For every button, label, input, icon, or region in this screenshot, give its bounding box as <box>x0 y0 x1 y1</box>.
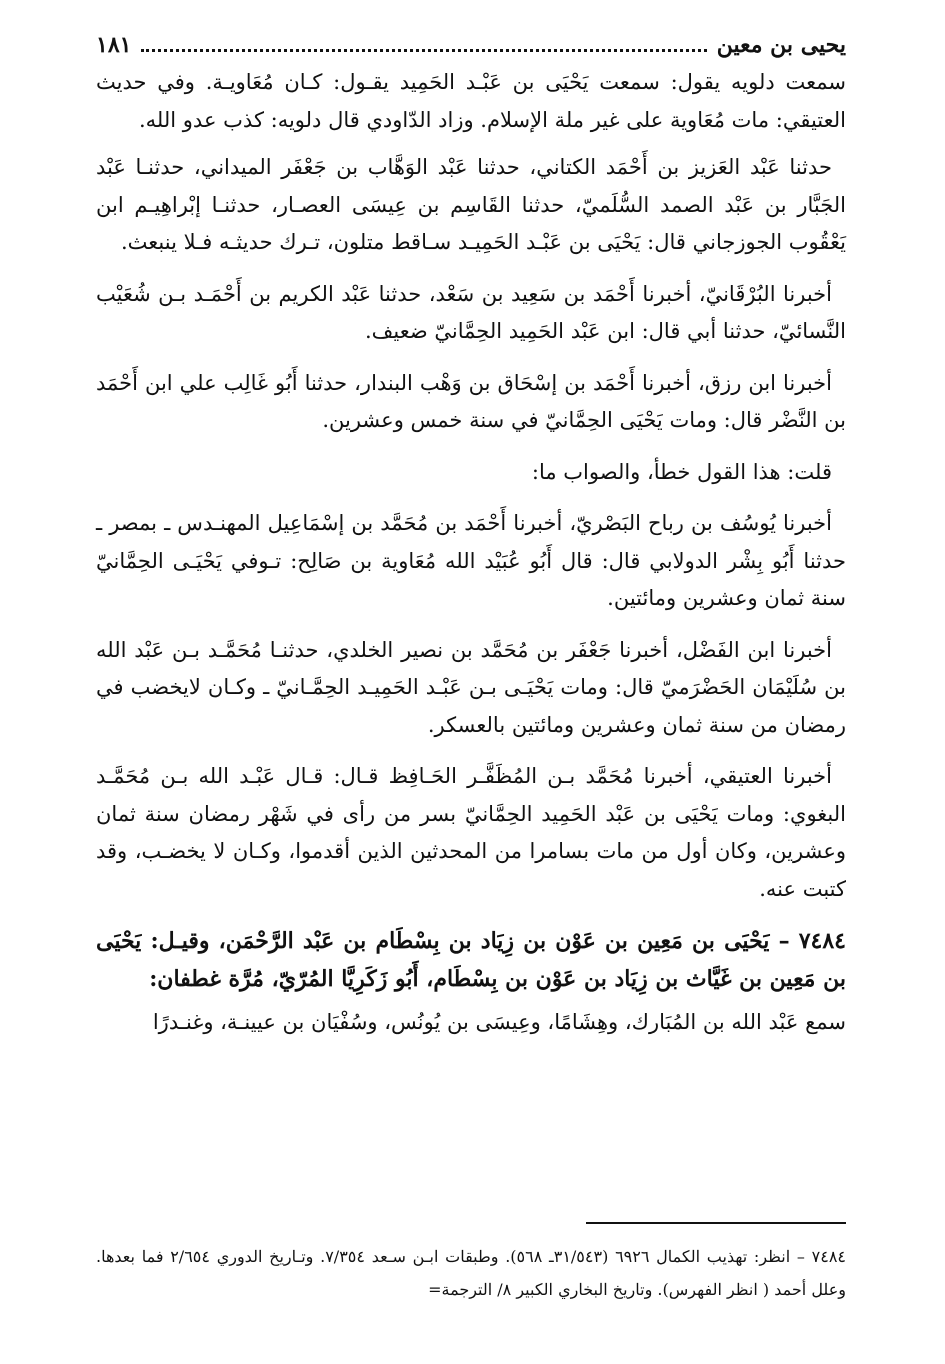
paragraph: أخبرنا يُوسُف بن رباح البَصْريّ، أخبرنا أَحْمَد بن مُحَمَّد بن إسْمَاعِيل المهنـدس ـ بمصر ـ حدثنا أَبُو بِشْر الدولابي قال: قال أَبُو عُبَيْد الله مُعَاوية بن صَالِح: تـوفي يَحْيَـى الحِمَّانيّ سنة ثمان وعشرين ومائتين. <box>96 511 846 610</box>
running-head <box>96 30 846 60</box>
paragraph: أخبرنا ابن الفَضْل، أخبرنا جَعْفَر بن مُحَمَّد بن نصير الخلدي، حدثنـا مُحَمَّـد بـن عَبْد الله بن سُلَيْمَان الحَضْرَميّ قال: ومات يَحْيَـى بـن عَبْـد الحَمِيـد الحِمَّـانيّ ـ وكـان لايخضب في رمضان من سنة ثمان وعشرين ومائتين بالعسكر. <box>96 637 846 737</box>
entry-heading: ٧٤٨٤ – يَحْيَى بن مَعِين بن عَوْن بن زِيَاد بن بِسْطَام بن عَبْد الرَّحْمَن، وقيـل: يَحْيَى بن مَعِين بن غَيَّاث بن زِيَاد بن عَوْن بن بِسْطَام، أَبُو زَكَرِيَّا المُرّيّ، مُرَّة غطفان: <box>96 928 846 992</box>
paragraph: قلت: هذا القول خطأ، والصواب ما: <box>531 459 832 484</box>
paragraph: حدثنا عَبْد العَزيز بن أَحْمَد الكتاني، حدثنا عَبْد الوَهَّاب بن جَعْفَر الميداني، حدثنـا عَبْد الجَبَّار بن عَبْد الصمد السُّلَميّ، حدثنا القَاسِم بن عِيسَى العصـار، حدثنـا إبْراهِيـم ابن يَعْقُوب الجوزجاني قال: يَحْيَى بن عَبْـد الحَمِيـد سـاقط متلون، تـرك حديثـه فـلا ينبعث. <box>96 155 846 254</box>
page-number: ١٨١ <box>96 32 132 58</box>
paragraph: سمعت دلويه يقول: سمعت يَحْيَى بن عَبْـد الحَمِيد يقـول: كـان مُعَاويـة. وفي حديث العتيقي: مات مُعَاوية على غير ملة الإسلام. وزاد الدّاودي قال دلويه: كذب عدو الله. <box>96 70 846 132</box>
footnote-rule <box>586 1222 846 1224</box>
footnotes <box>96 1240 846 1306</box>
header-dot-leader <box>141 49 706 52</box>
footnote: ٧٤٨٤ – انظر: تهذيب الكمال ٦٩٢٦ (٣١/٥٤٣ـ ٥٦٨). وطبقات ابـن سـعد ٧/٣٥٤. وتـاريخ الدوري ٢/٦٥٤ فما بعدها. وعلل أحمد ( انظر الفهرس). وتاريخ البخاري الكبير ٨/ الترجمة= <box>96 1247 847 1299</box>
entry-text: سمع عَبْد الله بن المُبَارك، وهِشَامًا، وعِيسَى بن يُونُس، وسُفْيَان بن عيينـة، وغنـدرًا <box>152 1010 846 1034</box>
paragraph: أخبرنا العتيقي، أخبرنا مُحَمَّد بـن المُظَفَّـر الحَـافِظ قـال: قـال عَبْـد الله بـن مُحَمَّـد البغوي: ومات يَحْيَى بن عَبْد الحَمِيد الحِمَّانيّ بسر من رأى في شَهْر رمضان سنة ثمان وعشرين، وكان أول من مات بسامرا من المحدثين الذين أقدموا، وكـان لا يخضـب، وقد كتبت عنه. <box>96 764 846 901</box>
page-body <box>96 30 846 1056</box>
running-head-title: يحيى بن معين <box>716 32 846 58</box>
paragraph: أخبرنا ابن رزق، أخبرنا أَحْمَد بن إسْحَاق بن وَهْب البندار، حدثنا أَبُو غَالِب علي ابن أَحْمَد بن النَّضْر قال: ومات يَحْيَى الحِمَّانيّ في سنة خمس وعشرين. <box>96 370 846 432</box>
paragraph: أخبرنا البُرْقَانيّ، أخبرنا أَحْمَد بن سَعِيد بن سَعْد، حدثنا عَبْد الكريم بن أَحْمَـد بـن شُعَيْب النَّسائيّ، حدثنا أبي قال: ابن عَبْد الحَمِيد الحِمَّانيّ ضعيف. <box>96 281 846 343</box>
